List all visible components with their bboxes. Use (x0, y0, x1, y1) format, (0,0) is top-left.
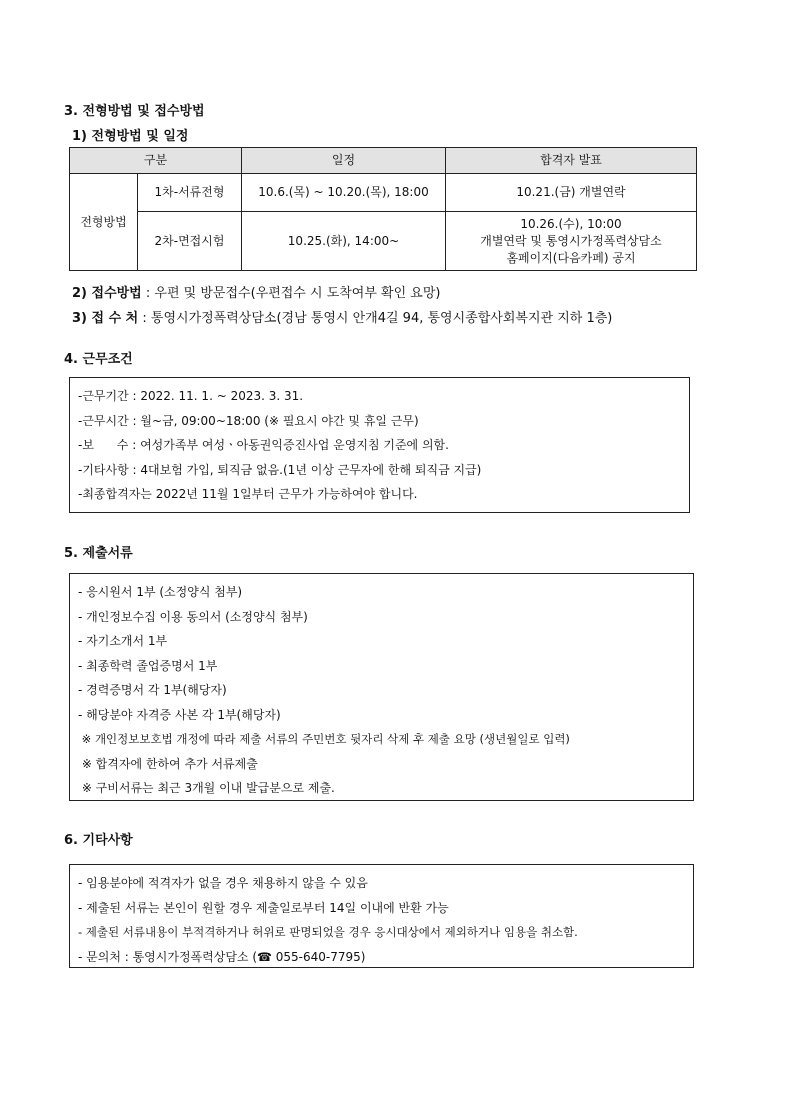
other-notes-box (69, 864, 694, 968)
header-schedule: 일정 (242, 148, 446, 174)
table-row (70, 174, 697, 212)
list-item: - 최종학력 졸업증명서 1부 (78, 658, 218, 673)
receipt-method (72, 282, 441, 301)
list-item: - 문의처 : 통영시가정폭력상담소 (☎ 055-640-7795) (78, 949, 366, 964)
group-cell: 전형방법 (70, 174, 138, 271)
documents-box (69, 573, 694, 801)
section-6-title: 6. 기타사항 (64, 833, 133, 848)
section-5-title: 5. 제출서류 (64, 546, 133, 561)
list-item: ※ 구비서류는 최근 3개월 이내 발급분으로 제출. (78, 781, 335, 795)
list-item: -근무시간 : 월~금, 09:00~18:00 (※ 필요시 야간 및 휴일 근무) (78, 413, 419, 428)
work-conditions-box (69, 377, 690, 513)
list-item: ※ 개인정보보호법 개정에 따라 제출 서류의 주민번호 뒷자리 삭제 후 제출 요망 (생년월일로 입력) (78, 732, 570, 746)
receipt-place-label: 3) 접 수 처 (72, 311, 139, 326)
result-line: 개별연락 및 통영시가정폭력상담소 (480, 233, 662, 248)
schedule-table (69, 147, 697, 271)
list-item: - 개인정보수집 이용 동의서 (소정양식 첨부) (78, 609, 308, 624)
receipt-place (72, 307, 612, 326)
section-3-title: 3. 전형방법 및 접수방법 (64, 104, 205, 119)
list-item: - 응시원서 1부 (소정양식 첨부) (78, 585, 243, 599)
result-cell (446, 174, 697, 212)
result-line: 10.26.(수), 10:00 (520, 216, 622, 231)
receipt-place-text: : 통영시가정폭력상담소(경남 통영시 안개4길 94, 통영시종합사회복지관 지하 1층) (138, 311, 613, 326)
header-result: 합격자 발표 (446, 148, 697, 174)
list-item: - 해당분야 자격증 사본 각 1부(해당자) (78, 707, 281, 722)
receipt-method-label: 2) 접수방법 (72, 286, 142, 301)
header-category: 구분 (70, 148, 242, 174)
section-3-subtitle-1: 1) 전형방법 및 일정 (72, 129, 189, 144)
schedule-cell: 10.25.(화), 14:00~ (242, 212, 446, 271)
stage-cell: 1차-서류전형 (138, 174, 242, 212)
list-item: - 제출된 서류내용이 부적격하거나 허위로 판명되었을 경우 응시대상에서 제외하거나 임용을 취소함. (78, 925, 578, 939)
result-line: 홈페이지(다음카페) 공지 (506, 250, 636, 265)
section-4-title: 4. 근무조건 (64, 352, 133, 367)
schedule-cell: 10.6.(목) ~ 10.20.(목), 18:00 (242, 174, 446, 212)
list-item: -보 수 : 여성가족부 여성ㆍ아동권익증진사업 운영지침 기준에 의함. (78, 438, 449, 452)
list-item: -기타사항 : 4대보험 가입, 퇴직금 없음.(1년 이상 근무자에 한해 퇴직금 지급) (78, 462, 482, 477)
result-cell (446, 212, 697, 271)
list-item: -근무기간 : 2022. 11. 1. ~ 2023. 3. 31. (78, 389, 304, 403)
list-item: - 자기소개서 1부 (78, 634, 168, 648)
list-item: - 임용분야에 적격자가 없을 경우 채용하지 않을 수 있음 (78, 876, 368, 890)
list-item: -최종합격자는 2022년 11월 1일부터 근무가 가능하여야 합니다. (78, 487, 418, 501)
list-item: - 경력증명서 각 1부(해당자) (78, 683, 227, 697)
list-item: ※ 합격자에 한하여 추가 서류제출 (78, 756, 258, 771)
result-line: 10.21.(금) 개별연락 (516, 185, 626, 199)
receipt-method-text: : 우편 및 방문접수(우편접수 시 도착여부 확인 요망) (141, 286, 441, 301)
list-item: - 제출된 서류는 본인이 원할 경우 제출일로부터 14일 이내에 반환 가능 (78, 900, 449, 915)
table-row (70, 212, 697, 271)
stage-cell: 2차-면접시험 (138, 212, 242, 271)
